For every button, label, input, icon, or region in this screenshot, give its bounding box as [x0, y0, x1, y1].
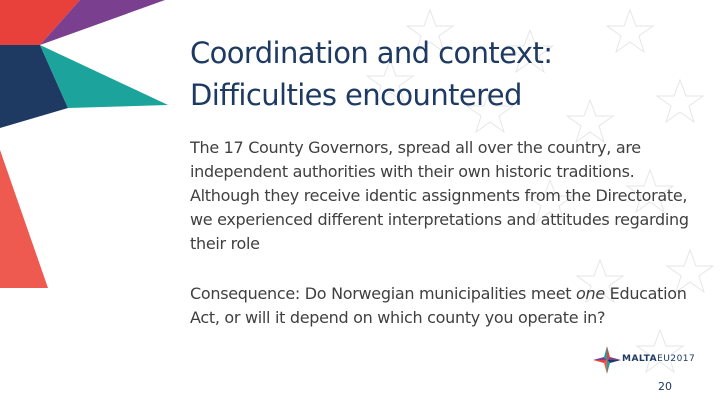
consequence-text-start: Consequence: Do Norwegian municipalities meet	[190, 284, 576, 303]
decorative-shapes	[0, 0, 185, 300]
title-line-2: Difficulties encountered	[190, 78, 522, 112]
logo-text-malta: MALTA	[622, 354, 658, 364]
logo-wordmark	[622, 354, 695, 364]
coral-shape	[0, 150, 48, 288]
consequence-text-end: Education Act, or will it depend on which county you operate in?	[190, 284, 687, 327]
logo-text-eu2017: EU2017	[657, 354, 696, 364]
paragraph-county-governors: The 17 County Governors, spread all over the country, are independent authorities with their own historic traditions. Although they receive identic assignments from the Directorate, we experienced different interpretations and attitudes regarding their role	[190, 138, 689, 253]
paragraph-consequence	[190, 282, 700, 330]
star-icon	[592, 345, 622, 375]
page-number: 20	[658, 380, 672, 393]
title-line-1: Coordination and context:	[190, 36, 553, 70]
slide-title	[190, 32, 690, 116]
consequence-emphasis: one	[576, 284, 605, 303]
